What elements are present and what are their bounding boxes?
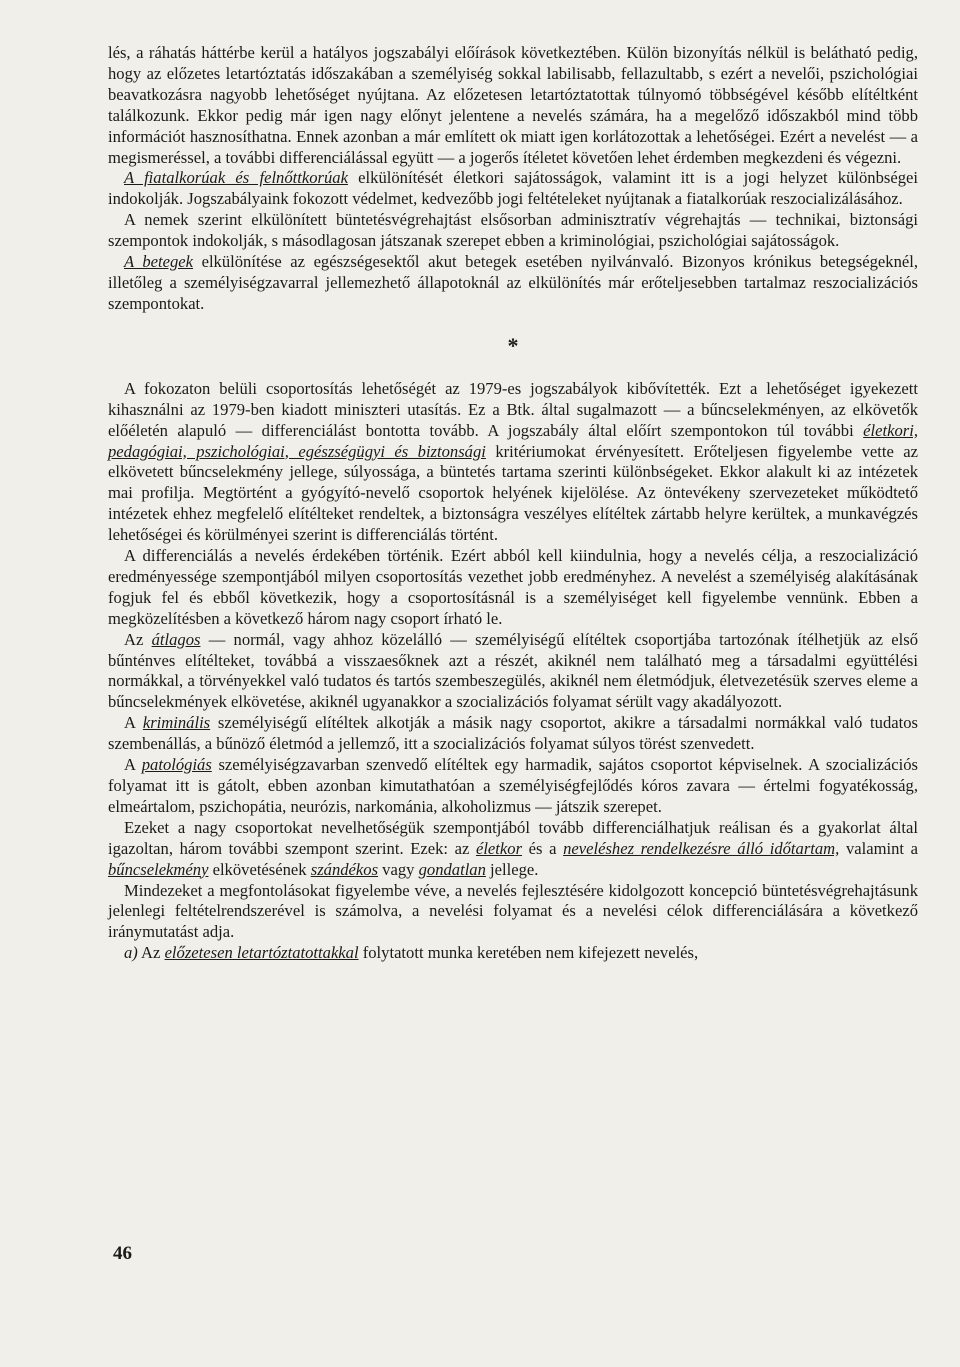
text-run: A bbox=[124, 755, 142, 775]
text-run: A nemek szerint elkülönített büntetésvégrehajtást elsősorban adminisztratív végrehajtás — technikai, biztonsági szempontok indokolják, s másodlagosan játszanak szerepet ebben a kriminológiai, pszichológiai sajátosságok. bbox=[108, 210, 918, 251]
emphasized-text: neveléshez rendelkezésre álló időtartam, bbox=[563, 838, 840, 858]
text-run: elkülönítése az egészségesektől akut betegek esetében nyilvánvaló. Bizonyos krónikus betegségeknél, illetőleg a személyiségzavarral jellemezhető állapotoknál az elkülönítés már erőteljesebben tartalmaz reszocializációs szempontokat. bbox=[108, 252, 918, 313]
emphasized-text: A fiatalkorúak és felnőttkorúak bbox=[124, 168, 348, 188]
text-run: személyiségű elítéltek alkotják a másik nagy csoportot, akikre a társadalmi normákkal való tudatos szembenállás, a bűnöző életmód a jellemző, itt a szocializációs folyamat súlyos törést szenvedett. bbox=[108, 713, 918, 754]
emphasized-text: életkor bbox=[475, 838, 523, 858]
body-text bbox=[108, 43, 918, 964]
paragraph bbox=[108, 379, 918, 546]
page-number: 46 bbox=[113, 1243, 132, 1264]
text-run: elkövetésének bbox=[208, 859, 311, 879]
text-run: valamint a bbox=[839, 838, 918, 858]
paragraph bbox=[108, 210, 918, 252]
text-run: — normál, vagy ahhoz közelálló — személyiségű elítéltek csoportjába tartozónak ítélhetjük az első bűnténves elítélteket, továbbá a visszaesőknek azt a részét, akiknél nem található meg a társadalmi együttélési normákkal, a törvényekkel való tudatos és tartós szembeszegülés, akiknél nem életmódjuk, életvezetésük szerves eleme a bűncselekmények elkövetése, akiknél ugyanakkor a szocializációs folyamat sérült vagy akadályozott. bbox=[108, 629, 919, 712]
text-run: A fokozaton belüli csoportosítás lehetőségét az 1979-es jogszabályok kibővítették. Ezt a lehetőséget igyekezett kihasználni az 1979-ben kiadott miniszteri utasítás. Ez a Btk. által sugalmazott — a bűncselekményen, az elkövetők előéletén alapuló — differenciálást bontotta tovább. A jogszabály által előírt szempontokon túl további bbox=[108, 378, 918, 440]
section-separator: * bbox=[507, 332, 519, 358]
paragraph bbox=[108, 713, 918, 755]
emphasized-text: gondatlan bbox=[418, 859, 486, 879]
emphasized-text: kriminális bbox=[142, 713, 211, 733]
paragraph bbox=[108, 630, 918, 714]
paragraph bbox=[108, 943, 918, 964]
text-run: folytatott munka keretében nem kifejezett nevelés, bbox=[358, 943, 699, 963]
text-run: Mindezeket a megfontolásokat figyelembe véve, a nevelés fejlesztésére kidolgozott koncepció büntetésvégrehajtásunk jelenlegi feltételrendszerével is számolva, a nevelési folyamat és a nevelési célok differenciálására a következő iránymutatást adja. bbox=[108, 880, 918, 942]
paragraph bbox=[108, 881, 918, 944]
text-run: Ezeket a nagy csoportokat nevelhetőségük szempontjából tovább differenciálhatjuk reálisan és a gyakorlat által igazoltan, három további szempont szerint. Ezek: az bbox=[108, 817, 918, 858]
text-run: jellege. bbox=[485, 859, 539, 879]
list-marker: a) bbox=[124, 943, 138, 963]
text-run: A differenciálás a nevelés érdekében történik. Ezért abból kell kiindulnia, hogy a nevelés célja, a reszocializáció eredményessége szempontjából milyen csoportosítás vezethet jobb eredményhez. A nevelést a személyiség alakításának fogjuk fel és ebből következik, hogy a csoportosításnál is a személyiséget kell figyelembe vennünk. Ebben a megközelítésben a következő három nagy csoport írható le. bbox=[108, 546, 918, 628]
paragraph bbox=[108, 546, 918, 630]
paragraph bbox=[108, 43, 918, 168]
text-run: és a bbox=[522, 838, 564, 858]
text-run: Az bbox=[124, 629, 152, 649]
paragraph bbox=[108, 755, 918, 818]
paragraph bbox=[108, 818, 918, 881]
emphasized-text: előzetesen letartóztatottakkal bbox=[164, 943, 359, 963]
text-run: lés, a ráhatás háttérbe kerül a hatályos jogszabályi előírások következtében. Külön bizonyítás nélkül is belátható pedig, hogy az előzetes letartóztatás időszakában a személyiség sokkal labilisabb, fellazultabb, s ezért a nevelői, pszichológiai beavatkozásra nagyobb lehetőséget nyújtana. Az előzetesen letartóztatottak túlnyomó többségével később elítéltként találkozunk. Ekkor pedig már igen nagy előnyt jelentene a nevelés számára, ha a megelőző időszakból mind több információt hasznosíthatna. Ennek azonban a már említett ok miatt igen korlátozottak a lehetőségei. Ezért a nevelést — a megismeréssel, a további differenciálással együtt — a jogerős ítéletet követően lehet érdemben megkezdeni és végezni. bbox=[108, 43, 918, 167]
emphasized-text: átlagos bbox=[151, 629, 201, 649]
paragraph bbox=[108, 168, 918, 210]
text-run: Az bbox=[137, 943, 165, 963]
text-run: elkülönítését életkori sajátosságok, valamint itt is a jogi helyzet különbségei indokolják. Jogszabályaink fokozott védelmet, kedvezőbb jogi feltételeket nyújtanak a fiatalkorúak reszocializálásához. bbox=[108, 168, 918, 209]
emphasized-text: A betegek bbox=[124, 252, 194, 272]
text-run: kritériumokat érvényesített. Erőteljesen figyelembe vette az elkövetett bűncselekmény jellege, súlyossága, a büntetés tartama szerinti különbségeket. Ekkor alakult ki az intézetek mai profilja. Megtörtént a gyógyító-nevelő csoportok helyének kijelölése. Az öntevékeny szervezeteket működtető intézetek ehhez megfelelő elítélteket rendeltek, a biztonságra veszélyes elítéltek zártabb helyre kerültek, a munkavégzés lehetőségei és körülményei szerint is differenciálás történt. bbox=[108, 441, 918, 545]
emphasized-text: patológiás bbox=[141, 755, 212, 775]
emphasized-text: életkori, pedagógiai, pszichológiai, egészségügyi és biztonsági bbox=[108, 420, 918, 461]
paragraph bbox=[108, 252, 918, 315]
emphasized-text: bűncselekmény bbox=[108, 859, 209, 879]
text-run: A bbox=[124, 713, 143, 733]
text-run: vagy bbox=[378, 859, 419, 879]
text-run: személyiségzavarban szenvedő elítéltek egy harmadik, sajátos csoportot képviselnek. A szocializációs folyamat itt is gátolt, ebben azonban kimutathatóan a személyiségfejlődés kóros zavara — értelmi fogyatékosság, elmeártalom, pszichopátia, neurózis, narkománia, alkoholizmus — játszik szerepet. bbox=[108, 755, 918, 816]
emphasized-text: szándékos bbox=[310, 859, 379, 879]
